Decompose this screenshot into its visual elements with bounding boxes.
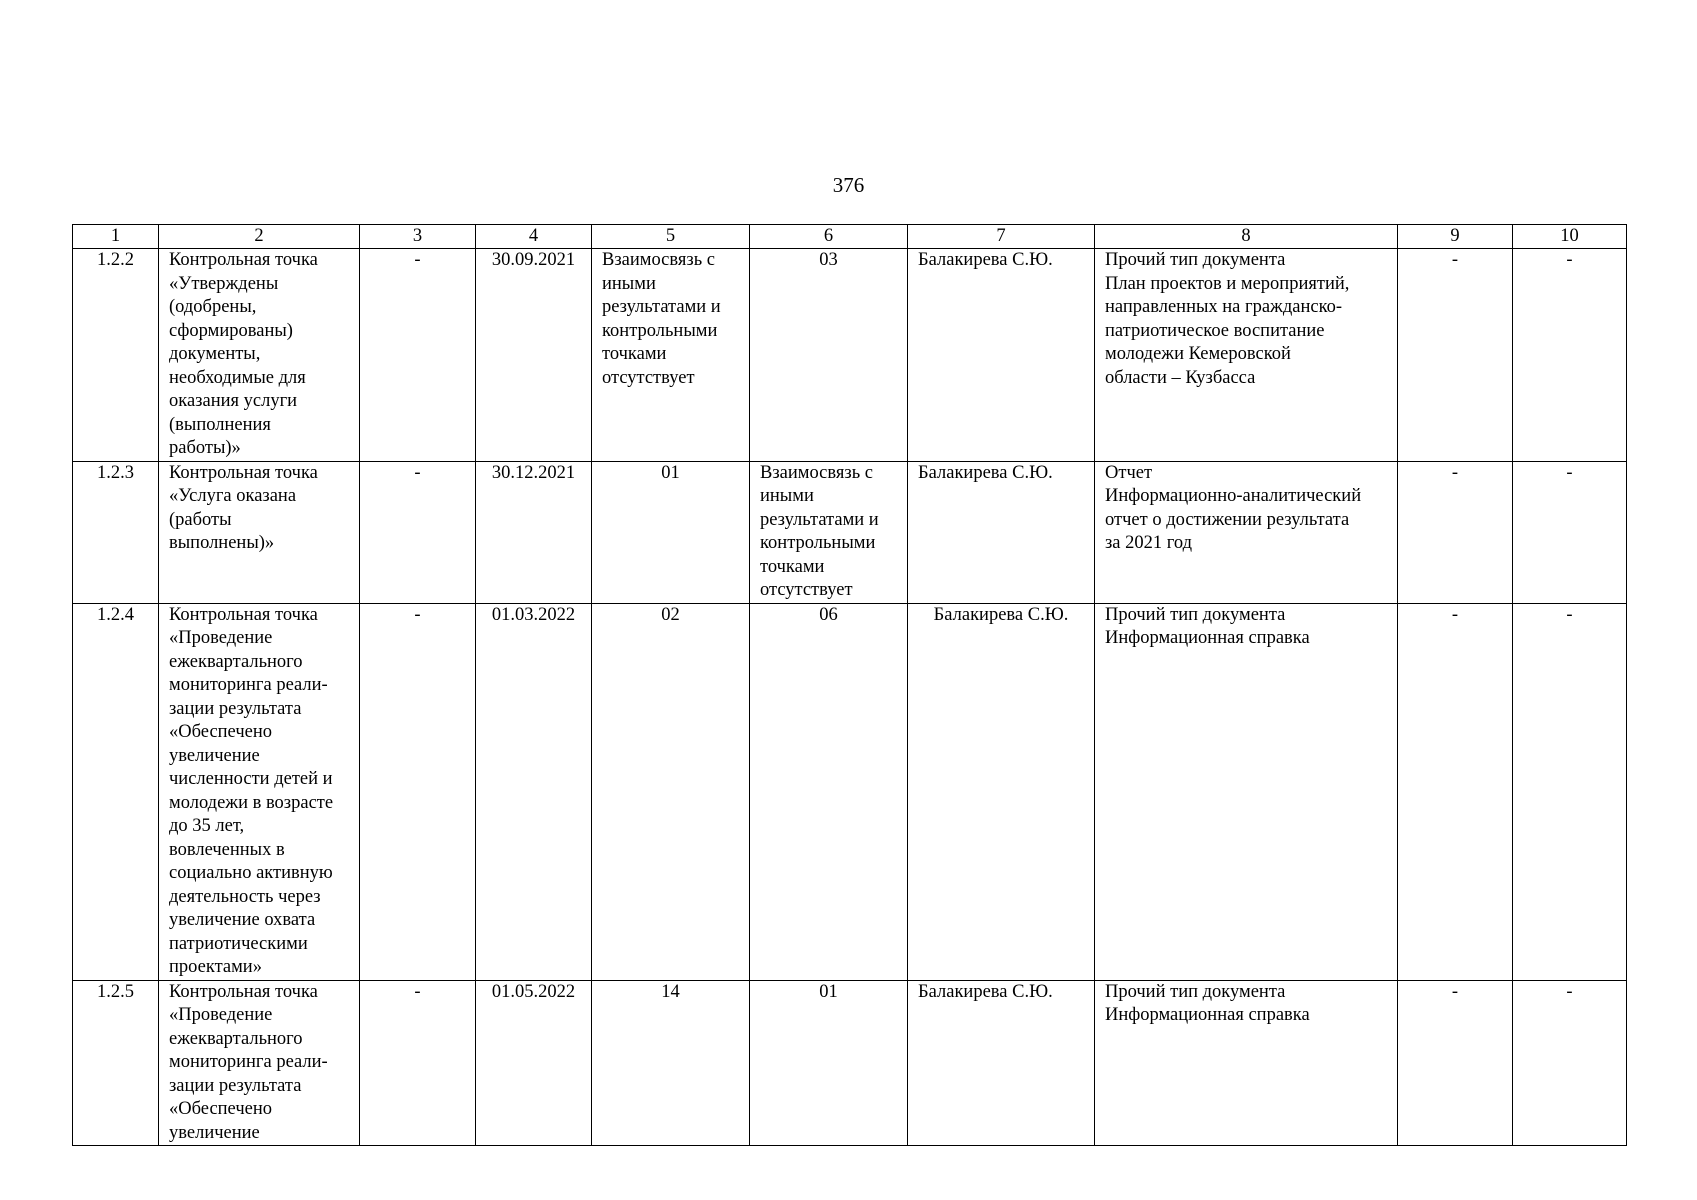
cell-col6: 01 [750,980,908,1146]
cell-col9: - [1398,603,1513,980]
cell-date: 01.03.2022 [476,603,592,980]
cell-responsible: Балакирева С.Ю. [908,980,1095,1146]
header-cell: 3 [360,225,476,249]
row-number: 1.2.2 [73,249,159,462]
cell-col3: - [360,249,476,462]
cell-col3: - [360,980,476,1146]
cell-col10: - [1513,603,1627,980]
cell-document: Прочий тип документа План проектов и мероприятий, направленных на гражданско- патриотическое воспитание молодежи Кемеровской области – Кузбасса [1095,249,1398,462]
cell-responsible: Балакирева С.Ю. [908,603,1095,980]
header-cell: 9 [1398,225,1513,249]
row-number: 1.2.5 [73,980,159,1146]
header-cell: 6 [750,225,908,249]
header-cell: 8 [1095,225,1398,249]
cell-col10: - [1513,249,1627,462]
cell-date: 30.12.2021 [476,461,592,603]
control-point-name: Контрольная точка «Проведение ежеквартального мониторинга реали- зации результата «Обеспечено увеличение численности детей и молодежи в возрасте до 35 лет, вовлеченных в социально активную деятельность через увеличение охвата патриотическими проектами» [159,603,360,980]
header-cell: 10 [1513,225,1627,249]
cell-col3: - [360,603,476,980]
cell-col3: - [360,461,476,603]
cell-date: 01.05.2022 [476,980,592,1146]
cell-col9: - [1398,461,1513,603]
header-cell: 5 [592,225,750,249]
header-cell: 4 [476,225,592,249]
cell-col9: - [1398,249,1513,462]
table-row [73,249,1627,462]
control-point-name: Контрольная точка «Услуга оказана (работы выполнены)» [159,461,360,603]
header-cell: 2 [159,225,360,249]
cell-col6: 03 [750,249,908,462]
cell-col10: - [1513,461,1627,603]
control-points-table [72,224,1627,1146]
control-point-name: Контрольная точка «Проведение ежеквартального мониторинга реали- зации результата «Обеспечено увеличение [159,980,360,1146]
cell-responsible: Балакирева С.Ю. [908,461,1095,603]
header-row [73,225,1627,249]
cell-document: Прочий тип документа Информационная справка [1095,603,1398,980]
table-row [73,980,1627,1146]
header-cell: 1 [73,225,159,249]
cell-col5: Взаимосвязь с иными результатами и контрольными точками отсутствует [592,249,750,462]
row-number: 1.2.3 [73,461,159,603]
cell-date: 30.09.2021 [476,249,592,462]
cell-responsible: Балакирева С.Ю. [908,249,1095,462]
cell-col10: - [1513,980,1627,1146]
control-point-name: Контрольная точка «Утверждены (одобрены, сформированы) документы, необходимые для оказания услуги (выполнения работы)» [159,249,360,462]
row-number: 1.2.4 [73,603,159,980]
cell-document: Отчет Информационно-аналитический отчет о достижении результата за 2021 год [1095,461,1398,603]
cell-col5: 02 [592,603,750,980]
cell-col6: Взаимосвязь с иными результатами и контрольными точками отсутствует [750,461,908,603]
cell-col9: - [1398,980,1513,1146]
table-row [73,461,1627,603]
cell-document: Прочий тип документа Информационная справка [1095,980,1398,1146]
cell-col5: 01 [592,461,750,603]
page-number: 376 [832,173,865,197]
header-cell: 7 [908,225,1095,249]
cell-col5: 14 [592,980,750,1146]
table-row [73,603,1627,980]
cell-col6: 06 [750,603,908,980]
